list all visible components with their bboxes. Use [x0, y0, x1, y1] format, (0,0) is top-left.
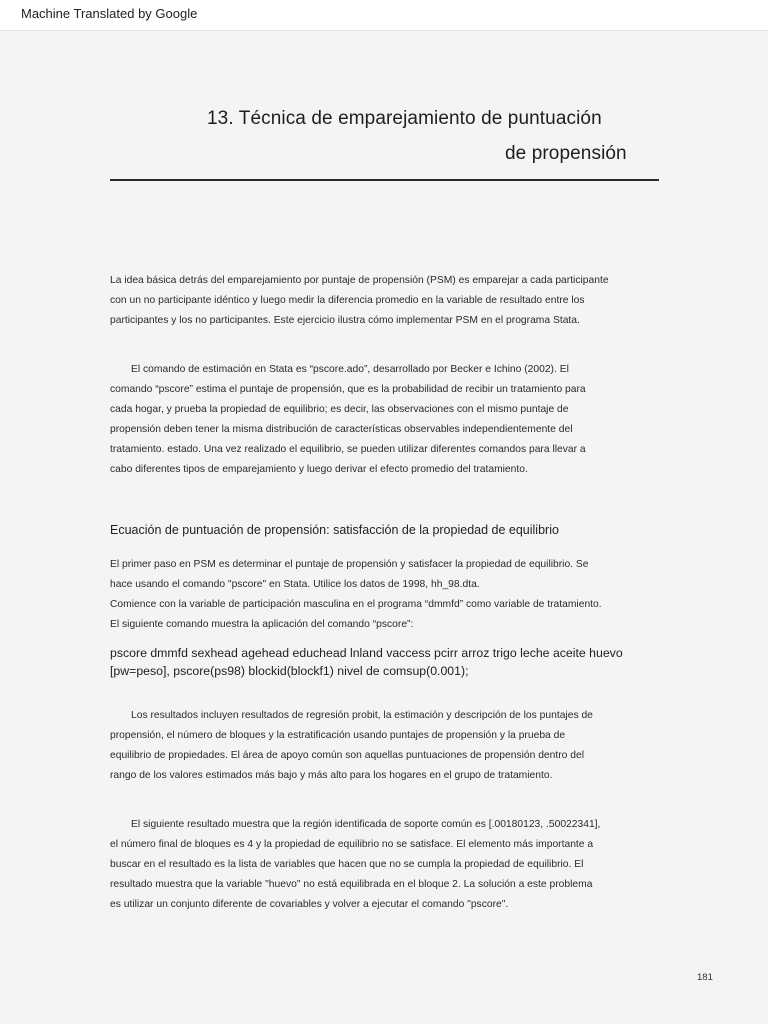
paragraph-3-line: El siguiente comando muestra la aplicación del comando “pscore”:	[110, 619, 414, 630]
paragraph-2-line: propensión deben tener la misma distribución de características observables independientemente del	[110, 424, 573, 435]
chapter-title-line-2: de propensión	[505, 143, 627, 164]
paragraph-5-line: buscar en el resultado es la lista de variables que hacen que no se cumpla la propiedad de equilibrio. El	[110, 859, 584, 870]
paragraph-2-line: cabo diferentes tipos de emparejamiento y luego derivar el efecto promedio del tratamiento.	[110, 464, 528, 475]
banner-text: Machine Translated by Google	[21, 6, 198, 21]
translation-banner	[0, 0, 768, 31]
stata-command-line: pscore dmmfd sexhead agehead educhead lnland vaccess pcirr arroz trigo leche aceite huevo	[110, 646, 623, 660]
stata-command-line: [pw=peso], pscore(ps98) blockid(blockf1) nivel de comsup(0.001);	[110, 664, 469, 678]
paragraph-2-line: El comando de estimación en Stata es “pscore.ado”, desarrollado por Becker e Ichino (2002). El	[131, 364, 569, 375]
paragraph-2-line: comando “pscore” estima el puntaje de propensión, que es la probabilidad de recibir un tratamiento para	[110, 384, 586, 395]
paragraph-2-line: tratamiento. estado. Una vez realizado el equilibrio, se pueden utilizar diferentes comandos para llevar a	[110, 444, 586, 455]
paragraph-1-line: participantes y los no participantes. Este ejercicio ilustra cómo implementar PSM en el programa Stata.	[110, 315, 580, 326]
paragraph-5-line: el número final de bloques es 4 y la propiedad de equilibrio no se satisface. El elemento más importante a	[110, 839, 594, 850]
paragraph-3-line: hace usando el comando "pscore" en Stata. Utilice los datos de 1998, hh_98.dta.	[110, 579, 480, 590]
paragraph-5-line: resultado muestra que la variable "huevo" no está equilibrada en el bloque 2. La solución a este problema	[110, 879, 593, 890]
paragraph-3-line: Comience con la variable de participación masculina en el programa “dmmfd” como variable de tratamiento.	[110, 599, 602, 610]
paragraph-4-line: propensión, el número de bloques y la estratificación usando puntajes de propensión y la prueba de	[110, 730, 566, 741]
paragraph-4-line: equilibrio de propiedades. El área de apoyo común son aquellas puntuaciones de propensión dentro del	[110, 750, 584, 761]
paragraph-1-line: La idea básica detrás del emparejamiento por puntaje de propensión (PSM) es emparejar a cada participante	[110, 275, 609, 286]
section-subheading: Ecuación de puntuación de propensión: satisfacción de la propiedad de equilibrio	[110, 523, 559, 537]
paragraph-4-line: rango de los valores estimados más bajo y más alto para los hogares en el grupo de tratamiento.	[110, 770, 553, 781]
page-number: 181	[697, 972, 713, 983]
paragraph-4-line: Los resultados incluyen resultados de regresión probit, la estimación y descripción de los puntajes de	[131, 710, 593, 721]
paragraph-5-line: El siguiente resultado muestra que la región identificada de soporte común es [.00180123, .50022341],	[131, 819, 601, 830]
paragraph-3-line: El primer paso en PSM es determinar el puntaje de propensión y satisfacer la propiedad de equilibrio. Se	[110, 559, 589, 570]
paragraph-5-line: es utilizar un conjunto diferente de covariables y volver a ejecutar el comando "pscore".	[110, 899, 509, 910]
chapter-title-line-1: 13. Técnica de emparejamiento de puntuación	[207, 108, 602, 129]
paragraph-1-line: con un no participante idéntico y luego medir la diferencia promedio en la variable de resultado entre los	[110, 295, 585, 306]
paragraph-2-line: cada hogar, y prueba la propiedad de equilibrio; es decir, las observaciones con el mismo puntaje de	[110, 404, 569, 415]
title-divider	[110, 179, 659, 181]
